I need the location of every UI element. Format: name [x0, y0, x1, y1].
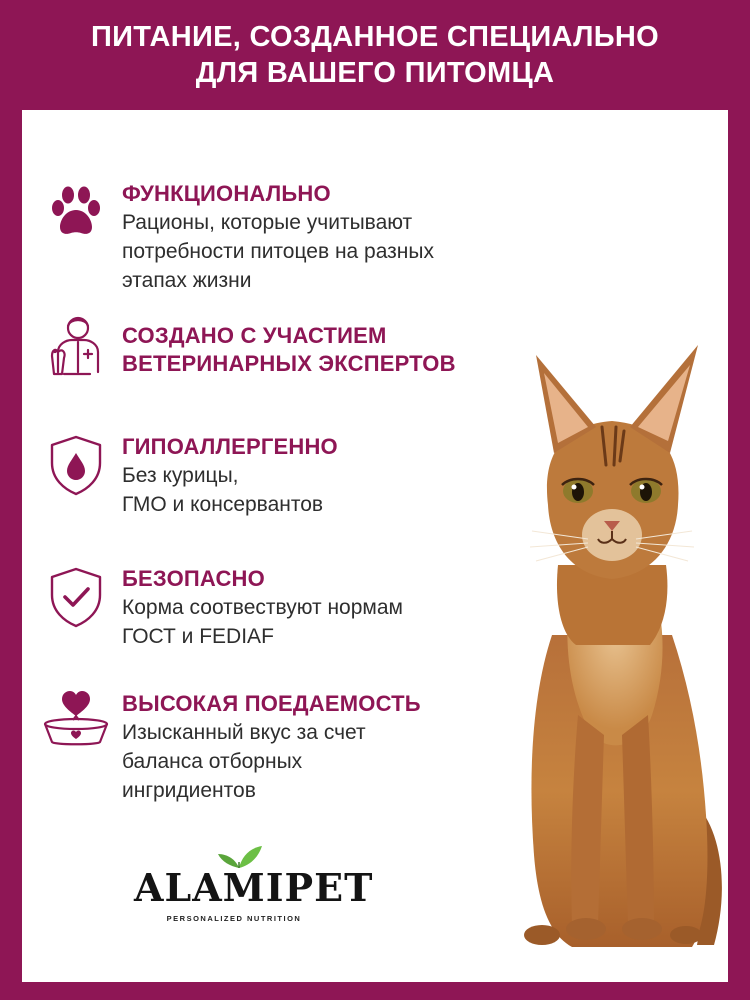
feature-description: Рационы, которые учитывают потребности питоцев на разных этапах жизни	[122, 211, 434, 292]
shield-check-icon	[44, 565, 108, 629]
brand-tagline: PERSONALIZED NUTRITION	[166, 914, 302, 923]
brand-logo	[134, 840, 374, 935]
feature-title: БЕЗОПАСНО	[122, 566, 265, 591]
shield-drop-icon	[44, 433, 108, 497]
feature-description: Корма соотвествуют нормам ГОСТ и FEDIAF	[122, 596, 403, 648]
cat-image	[492, 335, 728, 955]
feature-description: Изысканный вкус за счет баланса отборных ингридиентов	[122, 721, 366, 802]
brand-name: ALAMIPET	[134, 865, 374, 910]
heart-bowl-icon	[40, 682, 112, 746]
paw-icon	[44, 180, 108, 244]
page-header	[0, 0, 750, 110]
header-line-2: ДЛЯ ВАШЕГО ПИТОМЦА	[195, 57, 555, 89]
veterinarian-icon	[44, 312, 108, 376]
content-card	[22, 110, 728, 982]
header-line-1: ПИТАНИЕ, СОЗДАННОЕ СПЕЦИАЛЬНО	[91, 21, 659, 53]
feature-title: СОЗДАНО С УЧАСТИЕМ ВЕТЕРИНАРНЫХ ЭКСПЕРТОВ	[122, 323, 456, 376]
feature-title: ВЫСОКАЯ ПОЕДАЕМОСТЬ	[122, 691, 421, 716]
feature-description: Без курицы, ГМО и консервантов	[122, 464, 324, 516]
feature-title: ФУНКЦИОНАЛЬНО	[122, 181, 331, 206]
feature-title: ГИПОАЛЛЕРГЕННО	[122, 434, 338, 459]
